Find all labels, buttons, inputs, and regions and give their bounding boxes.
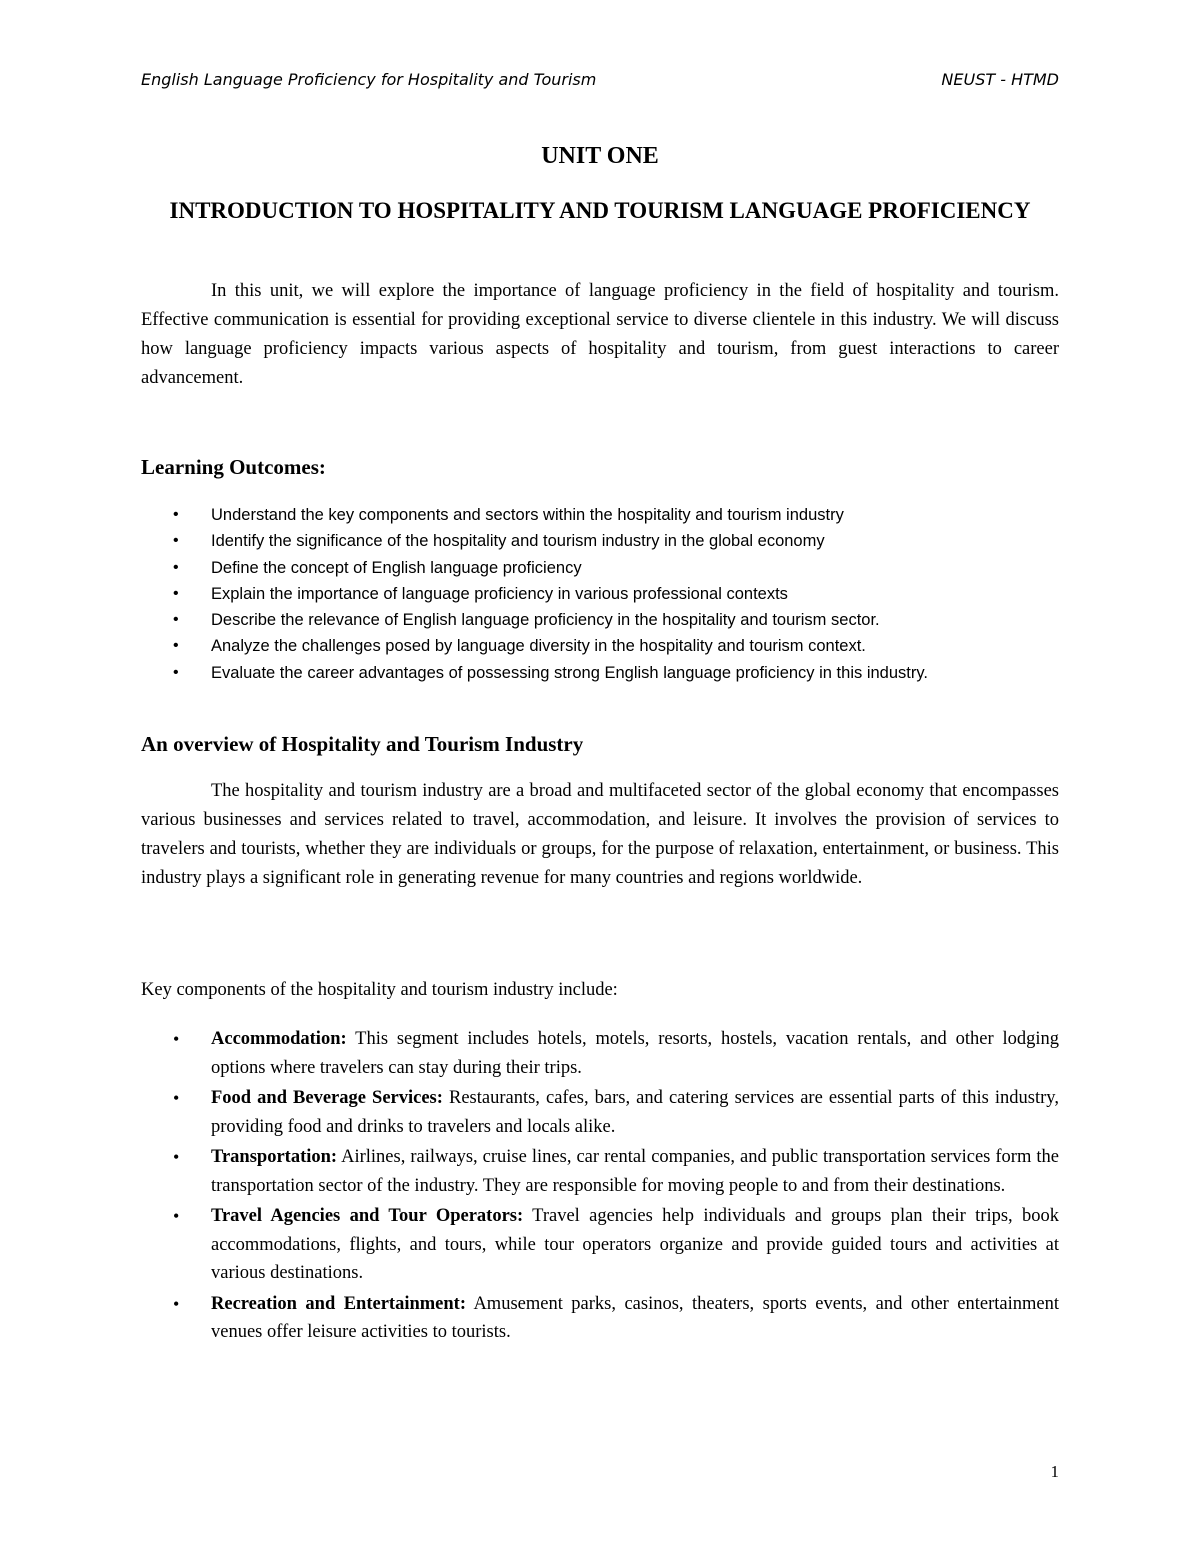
- list-item: • Describe the relevance of English language proficiency in the hospitality and tourism sector.: [141, 607, 1059, 633]
- bullet-icon: •: [173, 532, 179, 550]
- bullet-icon: •: [173, 637, 179, 655]
- key-components-intro: Key components of the hospitality and tourism industry include:: [141, 980, 618, 1000]
- bullet-icon: •: [173, 1147, 180, 1167]
- bullet-icon: •: [173, 584, 179, 602]
- list-item: [141, 1290, 1059, 1347]
- overview-heading: An overview of Hospitality and Tourism Industry: [141, 732, 584, 756]
- component-term: Recreation and Entertainment:: [211, 1293, 466, 1314]
- page-number: 1: [1050, 1462, 1059, 1481]
- header-institution: NEUST - HTMD: [941, 70, 1059, 89]
- list-item: • Understand the key components and sectors within the hospitality and tourism industry: [141, 502, 1059, 528]
- component-term: Accommodation:: [211, 1029, 347, 1049]
- bullet-icon: •: [173, 663, 179, 681]
- list-item: [141, 1084, 1059, 1141]
- list-item: • Analyze the challenges posed by language diversity in the hospitality and tourism context.: [141, 633, 1059, 659]
- learning-outcomes-list: [141, 502, 1059, 686]
- component-term: Transportation:: [211, 1147, 338, 1167]
- component-description: Amusement parks, casinos, theaters, sports events, and other entertainment venues offer leisure activities to tourists.: [211, 1293, 1059, 1342]
- bullet-icon: •: [173, 1206, 180, 1226]
- bullet-icon: •: [173, 506, 179, 523]
- header-document-title: English Language Proficiency for Hospitality and Tourism: [141, 70, 597, 89]
- list-item: • Evaluate the career advantages of possessing strong English language proficiency in this industry.: [141, 660, 1059, 686]
- main-title: INTRODUCTION TO HOSPITALITY AND TOURISM LANGUAGE PROFICIENCY: [169, 198, 1031, 223]
- component-description: This segment includes hotels, motels, resorts, hostels, vacation rentals, and other lodging options where travelers can stay during their trips.: [211, 1029, 1059, 1078]
- list-item: • Define the concept of English language proficiency: [141, 555, 1059, 581]
- list-item: • Explain the importance of language proficiency in various professional contexts: [141, 581, 1059, 607]
- unit-title: UNIT ONE: [541, 143, 659, 169]
- bullet-icon: •: [173, 1088, 180, 1108]
- bullet-icon: •: [173, 558, 179, 576]
- bullet-icon: •: [173, 1293, 180, 1314]
- page-header: [141, 70, 1059, 98]
- list-item: [141, 1143, 1059, 1200]
- component-description: Restaurants, cafes, bars, and catering services are essential parts of this industry, providing food and drinks to travelers and locals alike.: [211, 1088, 1059, 1137]
- list-item: • Identify the significance of the hospitality and tourism industry in the global economy: [141, 528, 1059, 554]
- overview-paragraph: The hospitality and tourism industry are a broad and multifaceted sector of the global economy that encompasses various businesses and services related to travel, accommodation, and leisure. It involves the provision of services to travelers and tourists, whether they are individuals or groups, for the purpose of relaxation, entertainment, or business. This industry plays a significant role in generating revenue for many countries and regions worldwide.: [141, 781, 1059, 888]
- intro-paragraph: In this unit, we will explore the importance of language proficiency in the field of hospitality and tourism. Effective communication is essential for providing exceptional service to diverse clientele in this industry. We will discuss how language proficiency impacts various aspects of hospitality and tourism, from guest interactions to career advancement.: [141, 281, 1059, 388]
- learning-outcomes-heading: Learning Outcomes:: [141, 455, 326, 479]
- component-description: Travel agencies help individuals and groups plan their trips, book accommodations, flights, and tours, while tour operators organize and provide guided tours and activities at various destinations.: [211, 1206, 1059, 1283]
- component-term: Food and Beverage Services:: [211, 1088, 443, 1108]
- bullet-icon: •: [173, 611, 179, 629]
- list-item: [141, 1025, 1059, 1082]
- key-components-list: [141, 1025, 1059, 1349]
- bullet-icon: •: [173, 1029, 180, 1049]
- component-term: Travel Agencies and Tour Operators:: [211, 1206, 524, 1226]
- component-description: Airlines, railways, cruise lines, car rental companies, and public transportation services form the transportation sector of the industry. They are responsible for moving people to and from their destinations.: [211, 1147, 1059, 1196]
- list-item: [141, 1202, 1059, 1288]
